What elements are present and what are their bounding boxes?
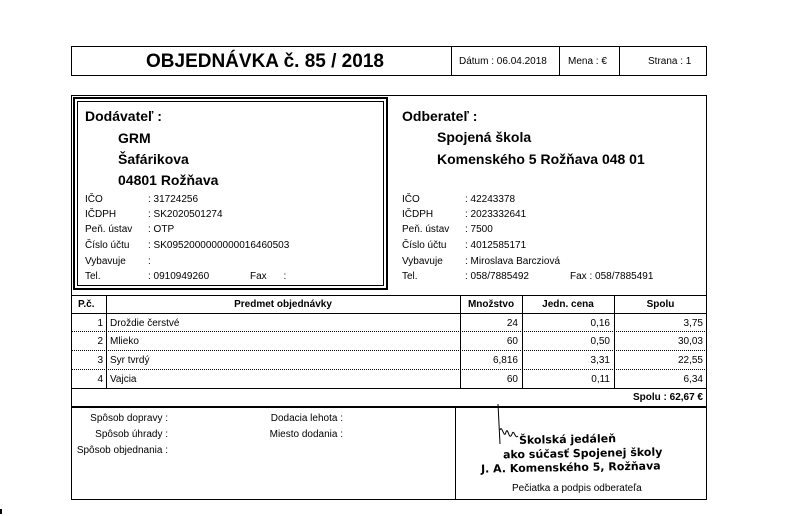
table-row-total: 3,75 xyxy=(683,318,703,329)
table-row-qty: 60 xyxy=(506,374,518,385)
customer-tel-value: : 058/7885492 xyxy=(465,271,529,282)
customer-bank-value: : 7500 xyxy=(465,224,493,235)
supplier-heading: Dodávateľ : xyxy=(85,108,162,124)
payment-method: Spôsob úhrady : xyxy=(95,429,168,440)
table-row-price: 0,11 xyxy=(591,374,610,385)
order-sum: Spolu : 62,67 € xyxy=(632,392,703,403)
footer-divider xyxy=(455,406,456,500)
table-row-price: 0,16 xyxy=(590,318,610,329)
customer-ico-value: : 42243378 xyxy=(465,194,516,205)
mena-divider xyxy=(619,46,620,76)
customer-tel-label: Tel. xyxy=(402,271,418,282)
datum-divider xyxy=(559,46,560,76)
scan-speck xyxy=(0,509,2,514)
customer-name: Spojená škola xyxy=(437,129,532,145)
table-row-price: 0,50 xyxy=(590,336,610,347)
row-divider xyxy=(71,369,707,370)
stamp-line-3: J. A. Komenského 5, Rožňava xyxy=(480,459,661,476)
order-title: OBJEDNÁVKA č. 85 / 2018 xyxy=(146,51,384,72)
supplier-city: 04801 Rožňava xyxy=(118,172,219,188)
supplier-icdph-label: IČDPH xyxy=(85,209,117,220)
table-bottom-line xyxy=(71,388,707,389)
page-number: Strana : 1 xyxy=(648,56,692,67)
table-row-item: Vajcia xyxy=(110,374,137,385)
table-row-item: Syr tvrdý xyxy=(110,355,150,366)
supplier-street: Šafárikova xyxy=(118,151,189,167)
currency: Mena : € xyxy=(568,56,607,67)
supplier-name: GRM xyxy=(118,130,151,146)
delivery-place: Miesto dodania : xyxy=(269,429,343,440)
customer-fax: Fax : 058/7885491 xyxy=(570,271,654,282)
delivery-deadline: Dodacia lehota : xyxy=(270,413,343,424)
customer-ico-label: IČO xyxy=(402,194,420,205)
row-divider xyxy=(71,350,707,351)
customer-address: Komenského 5 Rožňava 048 01 xyxy=(437,151,645,167)
customer-heading: Odberateľ : xyxy=(402,108,478,124)
supplier-tel-label: Tel. xyxy=(85,271,101,282)
order-method: Spôsob objednania : xyxy=(76,445,168,456)
customer-icdph-label: IČDPH xyxy=(402,209,434,220)
supplier-contact-label: Vybavuje xyxy=(85,256,126,267)
customer-account-value: : 4012585171 xyxy=(465,240,527,251)
row-divider xyxy=(71,331,707,332)
supplier-contact-value: : xyxy=(148,256,151,267)
table-row-total: 22,55 xyxy=(677,355,703,366)
supplier-bank-value: : OTP xyxy=(148,224,175,235)
table-row-no: 1 xyxy=(97,318,103,329)
title-divider xyxy=(451,46,452,76)
supplier-bank-label: Peň. ústav xyxy=(85,224,133,235)
table-row-price: 3,31 xyxy=(590,355,610,366)
customer-icdph-value: : 2023332641 xyxy=(465,209,527,220)
signature-scribble xyxy=(492,400,522,450)
supplier-ico-label: IČO xyxy=(85,194,103,205)
table-header-line xyxy=(71,313,707,314)
table-row-item: Mlieko xyxy=(110,336,139,347)
table-row-no: 3 xyxy=(97,355,103,366)
col-header-total: Spolu xyxy=(646,299,675,310)
supplier-icdph-value: : SK2020501274 xyxy=(148,209,223,220)
table-row-total: 30,03 xyxy=(677,336,703,347)
table-row-qty: 60 xyxy=(506,336,518,347)
table-row-qty: 6,816 xyxy=(492,355,518,366)
stamp-line-2: ako súčasť Spojenej školy xyxy=(502,445,663,462)
col-header-item: Predmet objednávky xyxy=(234,299,332,310)
table-top-line xyxy=(71,295,707,296)
table-row-no: 2 xyxy=(97,336,103,347)
sum-line xyxy=(71,406,707,408)
supplier-ico-value: : 31724256 xyxy=(148,194,199,205)
customer-bank-label: Peň. ústav xyxy=(402,224,450,235)
customer-account-label: Číslo účtu xyxy=(402,240,447,251)
delivery-method: Spôsob dopravy : xyxy=(90,413,168,424)
customer-contact-value: : Miroslava Barcziová xyxy=(465,256,561,267)
col-header-price: Jedn. cena xyxy=(542,299,594,310)
table-row-qty: 24 xyxy=(506,318,518,329)
supplier-account-label: Číslo účtu xyxy=(85,240,130,251)
supplier-fax: Fax : xyxy=(250,271,287,282)
table-row-no: 4 xyxy=(97,374,103,385)
supplier-account-value: : SK0952000000000016460503 xyxy=(148,240,290,251)
col-header-no: P.č. xyxy=(78,299,95,310)
customer-contact-label: Vybavuje xyxy=(402,256,443,267)
stamp-line-1: Školská jedáleň xyxy=(518,432,617,447)
order-date: Dátum : 06.04.2018 xyxy=(459,56,547,67)
signature-caption: Pečiatka a podpis odberateľa xyxy=(512,483,642,494)
table-row-total: 6,34 xyxy=(683,374,703,385)
col-header-qty: Množstvo xyxy=(467,299,515,310)
table-row-item: Droždie čerstvé xyxy=(110,318,180,329)
supplier-tel-value: : 0910949260 xyxy=(148,271,210,282)
